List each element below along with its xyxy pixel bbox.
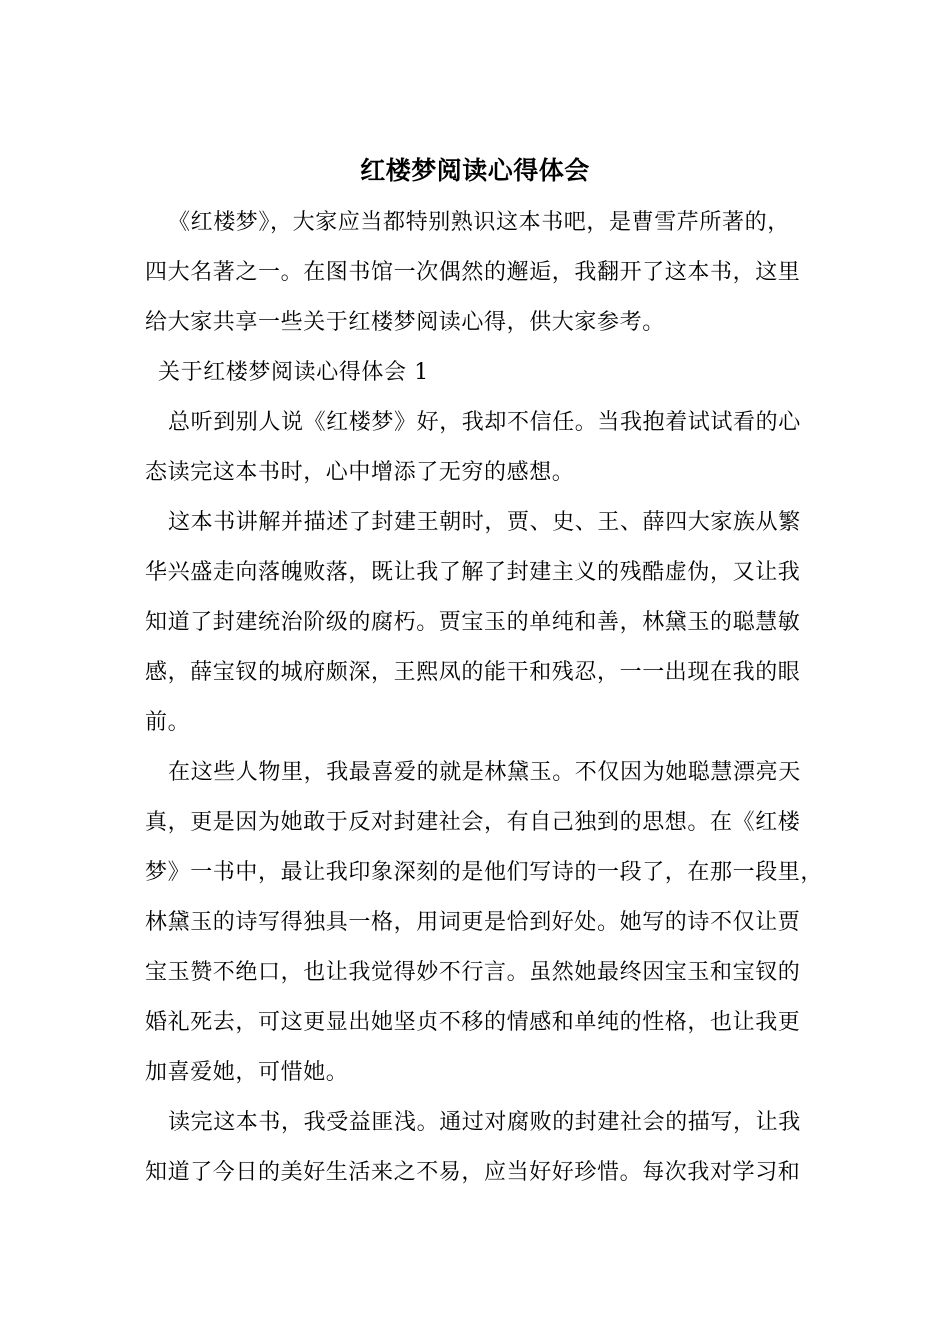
section-heading: 关于红楼梦阅读心得体会 1	[158, 360, 429, 385]
paragraph-line: 真，更是因为她敢于反对封建社会，有自己独到的思想。在《红楼	[145, 810, 801, 835]
paragraph-line: 梦》一书中，最让我印象深刻的是他们写诗的一段了，在那一段里，	[145, 860, 824, 885]
paragraph-line: 这本书讲解并描述了封建王朝时，贾、史、王、薛四大家族从繁	[168, 510, 801, 535]
paragraph-line: 知道了今日的美好生活来之不易，应当好好珍惜。每次我对学习和	[145, 1160, 801, 1185]
paragraph-line: 四大名著之一。在图书馆一次偶然的邂逅，我翻开了这本书，这里	[145, 260, 801, 285]
paragraph-line: 华兴盛走向落魄败落，既让我了解了封建主义的残酷虚伪，又让我	[145, 560, 801, 585]
paragraph-line: 感，薛宝钗的城府颇深，王熙凤的能干和残忍，一一出现在我的眼	[145, 660, 801, 685]
document-title: 红楼梦阅读心得体会	[360, 156, 590, 185]
paragraph-line: 在这些人物里，我最喜爱的就是林黛玉。不仅因为她聪慧漂亮天	[168, 760, 801, 785]
paragraph-line: 读完这本书，我受益匪浅。通过对腐败的封建社会的描写，让我	[168, 1110, 801, 1135]
paragraph-line: 宝玉赞不绝口，也让我觉得妙不行言。虽然她最终因宝玉和宝钗的	[145, 960, 801, 985]
paragraph-line: 婚礼死去，可这更显出她坚贞不移的情感和单纯的性格，也让我更	[145, 1010, 801, 1035]
paragraph-line: 加喜爱她，可惜她。	[145, 1060, 349, 1085]
paragraph-line: 林黛玉的诗写得独具一格，用词更是恰到好处。她写的诗不仅让贾	[145, 910, 801, 935]
paragraph-line: 总听到别人说《红楼梦》好，我却不信任。当我抱着试试看的心	[168, 410, 801, 435]
paragraph-line: 《红楼梦》，大家应当都特别熟识这本书吧，是曹雪芹所著的，	[168, 210, 790, 235]
paragraph-line: 给大家共享一些关于红楼梦阅读心得，供大家参考。	[145, 310, 665, 335]
paragraph-line: 态读完这本书时，心中增添了无穷的感想。	[145, 460, 575, 485]
paragraph-line: 前。	[145, 710, 191, 735]
paragraph-line: 知道了封建统治阶级的腐朽。贾宝玉的单纯和善，林黛玉的聪慧敏	[145, 610, 801, 635]
